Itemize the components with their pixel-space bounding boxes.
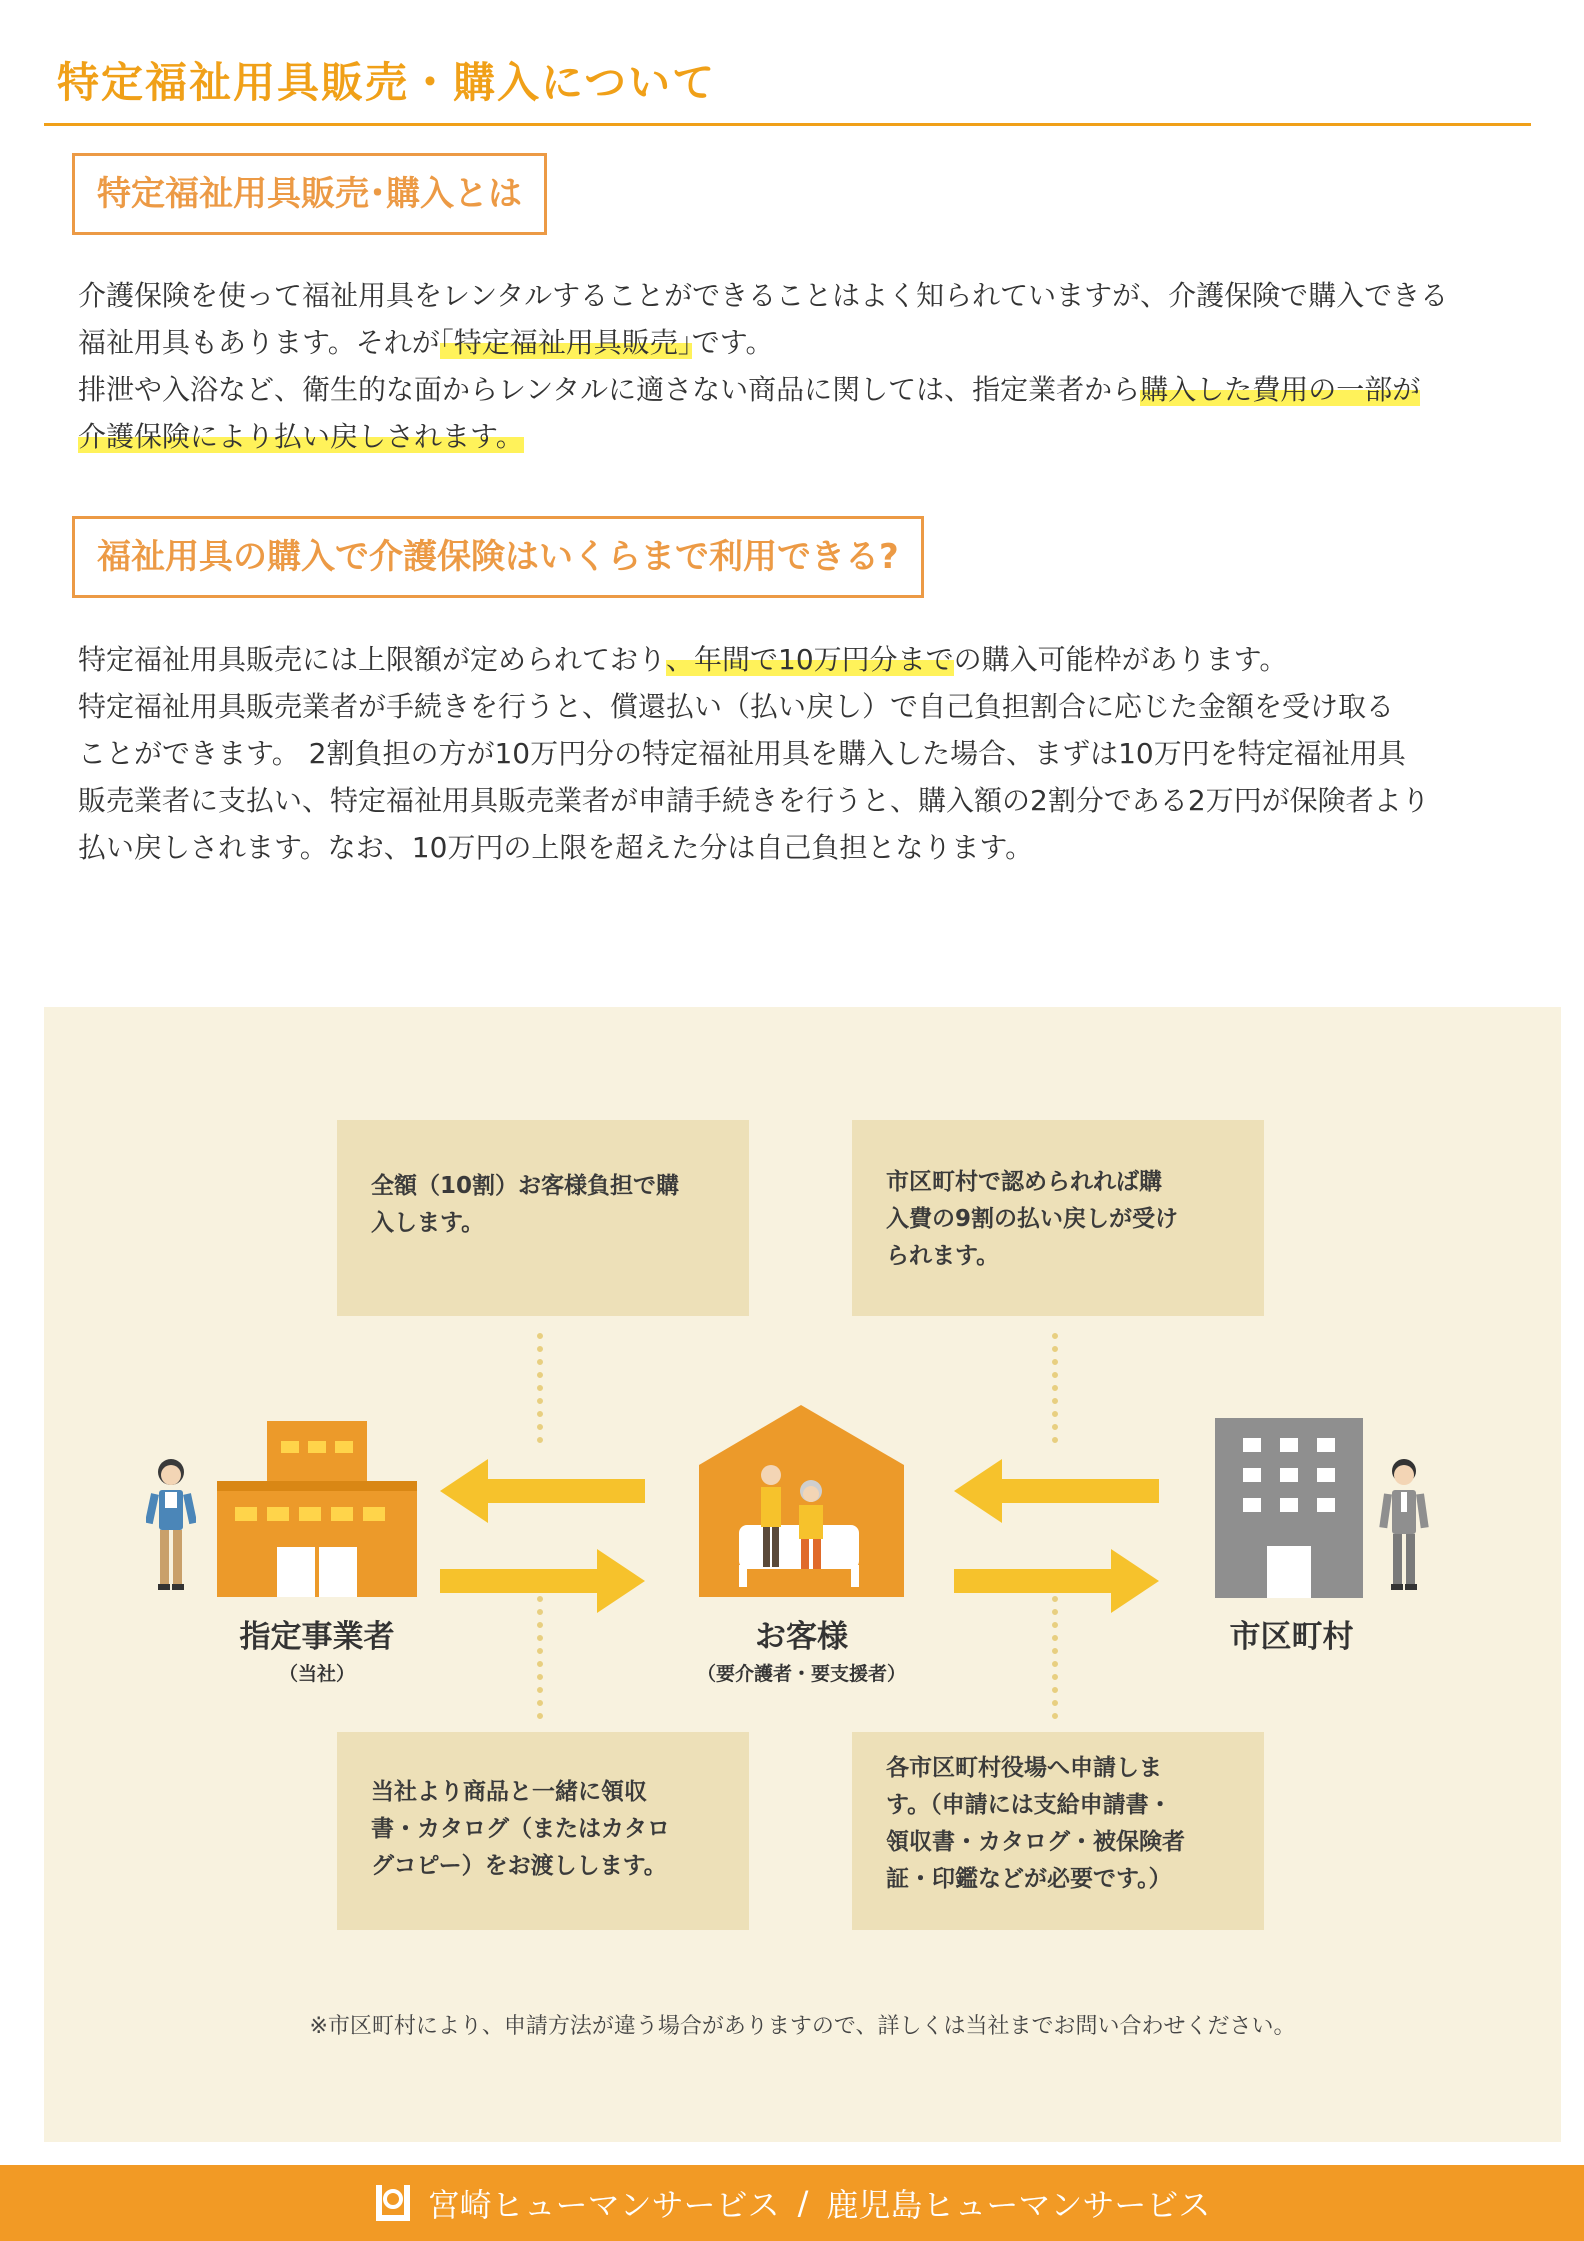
note-box-receipt: [337, 1732, 749, 1930]
note-line: グコピー）をお渡しします。: [371, 1853, 667, 1879]
section-heading-how-much: 福祉用具の購入で介護保険はいくらまで利用できる?: [72, 516, 924, 598]
section-heading-what-is: 特定福祉用具販売･購入とは: [72, 153, 547, 235]
note-box-full-payment: [337, 1120, 749, 1316]
arrow-pair-icon: [954, 1459, 1164, 1613]
footer-brand-kagoshima: 鹿児島ヒューマンサービス: [826, 2186, 1211, 2224]
section-body-what-is: [78, 272, 1548, 460]
customer-sublabel: （要介護者・要支援者）: [696, 1663, 906, 1685]
body-line: [78, 366, 1548, 413]
footer-bar: [0, 2165, 1584, 2241]
note-line: 入費の9割の払い戻しが受け: [886, 1206, 1179, 1232]
shop-building-icon: [217, 1421, 417, 1597]
footer-separator: /: [797, 2184, 809, 2222]
provider-sublabel: （当社）: [278, 1663, 355, 1685]
body-text: です。: [691, 326, 774, 359]
section-body-how-much: [78, 636, 1548, 871]
body-line: 介護保険を使って福祉用具をレンタルすることができることはよく知られていますが、介護保険で購入できる: [78, 279, 1449, 312]
note-line: 領収書・カタログ・被保険者: [886, 1829, 1185, 1855]
body-text: 特定福祉用具販売には上限額が定められており: [78, 643, 667, 676]
flow-diagram: [44, 1007, 1561, 2142]
note-box-application: [852, 1732, 1264, 1930]
body-line: [78, 319, 1548, 366]
body-line: ことができます。 2割負担の方が10万円分の特定福祉用具を購入した場合、まずは10万円を特定福祉用具: [78, 737, 1406, 770]
highlighted-text: 、年間で10万円分まで: [666, 643, 954, 676]
note-box-refund: [852, 1120, 1264, 1316]
city-hall-building-icon: [1215, 1418, 1363, 1598]
note-line: す。（申請には支給申請書・: [886, 1792, 1172, 1818]
highlighted-text: ｢特定福祉用具販売｣: [439, 326, 692, 359]
highlighted-text: 介護保険により払い戻しされます。: [78, 420, 524, 453]
body-line: [78, 636, 1548, 683]
note-line: 各市区町村役場へ申請しま: [886, 1755, 1162, 1781]
page-title: 特定福祉用具販売・購入について: [57, 58, 717, 107]
body-line: 販売業者に支払い、特定福祉用具販売業者が申請手続きを行うと、購入額の2割分である2万円が保険者より: [78, 784, 1430, 817]
title-divider: [44, 123, 1531, 126]
official-person-icon: [1379, 1454, 1429, 1594]
company-logo-icon: [374, 2183, 412, 2223]
body-text: の購入可能枠があります。: [953, 643, 1288, 676]
body-line: [78, 413, 1548, 460]
body-text: 排泄や入浴など、衛生的な面からレンタルに適さない商品に関しては、指定業者から: [78, 373, 1141, 406]
note-line: 市区町村で認められれば購: [886, 1169, 1162, 1195]
diagram-footnote: ※市区町村により、申請方法が違う場合がありますので、詳しくは当社までお問い合わせください。: [309, 2014, 1296, 2039]
city-label: 市区町村: [1229, 1619, 1354, 1655]
note-line: 当社より商品と一緒に領収: [371, 1779, 647, 1805]
footer-brand-miyazaki: 宮崎ヒューマンサービス: [427, 2186, 780, 2224]
note-line: 書・カタログ（またはカタロ: [371, 1816, 670, 1842]
body-line: 特定福祉用具販売業者が手続きを行うと、償還払い（払い戻し）で自己負担割合に応じた金額を受け取る: [78, 690, 1395, 723]
dotted-connector: [1049, 1332, 1061, 1452]
note-line: 証・印鑑などが必要です。）: [886, 1866, 1172, 1892]
staff-person-icon: [146, 1454, 196, 1594]
note-line: 入します。: [371, 1210, 485, 1236]
dotted-connector: [534, 1332, 546, 1452]
note-line: 全額（10割）お客様負担で購: [371, 1173, 680, 1199]
body-text: 福祉用具もあります。それが: [78, 326, 440, 359]
provider-label: 指定事業者: [239, 1619, 395, 1655]
customer-house-icon: [699, 1405, 904, 1597]
arrow-pair-icon: [440, 1459, 650, 1613]
highlighted-text: 購入した費用の一部が: [1140, 373, 1421, 406]
note-line: られます。: [886, 1243, 1000, 1269]
body-line: 払い戻しされます。なお、10万円の上限を超えた分は自己負担となります。: [78, 831, 1034, 864]
customer-label: お客様: [755, 1619, 848, 1655]
